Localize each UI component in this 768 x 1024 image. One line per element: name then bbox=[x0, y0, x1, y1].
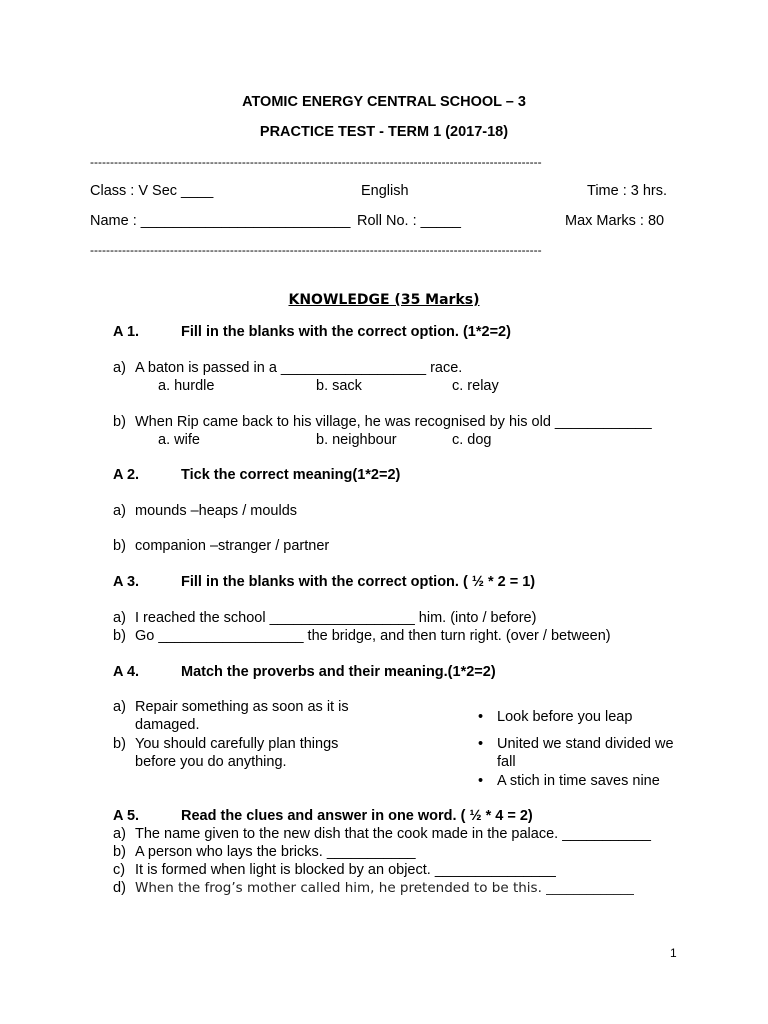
class-field: Class : V Sec ____ bbox=[90, 183, 214, 199]
a5-qa-text: The name given to the new dish that the cook made in the palace. ___________ bbox=[135, 826, 651, 842]
a4-proverb-3: A stich in time saves nine bbox=[497, 773, 660, 789]
a2-qb-label: b) bbox=[113, 538, 126, 554]
a4-qa-line2: damaged. bbox=[135, 717, 200, 733]
page-number: 1 bbox=[670, 946, 677, 960]
a1-qb-label: b) bbox=[113, 414, 126, 430]
a4-qa-label: a) bbox=[113, 699, 126, 715]
a3-qa-text: I reached the school __________________ him. (into / before) bbox=[135, 610, 537, 626]
max-marks-label: Max Marks : 80 bbox=[565, 213, 665, 229]
a2-title: Tick the correct meaning(1*2=2) bbox=[181, 467, 401, 483]
a5-qb-text: A person who lays the bricks. ___________ bbox=[135, 844, 416, 860]
a1-title: Fill in the blanks with the correct option. (1*2=2) bbox=[181, 324, 511, 340]
a2-qa-text: mounds –heaps / moulds bbox=[135, 503, 298, 519]
a1-qb-option-c: c. dog bbox=[452, 432, 492, 448]
a1-qa-label: a) bbox=[113, 360, 126, 376]
bullet-icon: • bbox=[478, 709, 484, 725]
a5-qa-label: a) bbox=[113, 826, 126, 842]
a2-number: A 2. bbox=[113, 467, 140, 483]
a1-qb-option-a: a. wife bbox=[158, 432, 200, 448]
a3-qb-label: b) bbox=[113, 628, 126, 644]
a3-qa-label: a) bbox=[113, 610, 126, 626]
a5-qb-label: b) bbox=[113, 844, 126, 860]
a4-qa-line1: Repair something as soon as it is bbox=[135, 699, 349, 715]
test-title: PRACTICE TEST - TERM 1 (2017-18) bbox=[259, 124, 509, 140]
a1-qa-text: A baton is passed in a __________________ race. bbox=[135, 360, 463, 376]
a5-number: A 5. bbox=[113, 808, 140, 824]
a2-qa-label: a) bbox=[113, 503, 126, 519]
a3-qb-text: Go __________________ the bridge, and then turn right. (over / between) bbox=[135, 628, 611, 644]
a1-qb-option-b: b. neighbour bbox=[316, 432, 397, 448]
a3-title: Fill in the blanks with the correct option. ( ½ * 2 = 1) bbox=[181, 574, 536, 590]
divider-top: ----------------------------------------------------------------------------------------------------------------- bbox=[90, 155, 542, 169]
a3-number: A 3. bbox=[113, 574, 140, 590]
a4-proverb-1: Look before you leap bbox=[497, 709, 633, 725]
a5-qc-text: It is formed when light is blocked by an object. _______________ bbox=[135, 862, 556, 878]
bullet-icon: • bbox=[478, 773, 484, 789]
a5-title: Read the clues and answer in one word. ( ½ * 4 = 2) bbox=[181, 808, 533, 824]
a2-qb-text: companion –stranger / partner bbox=[135, 538, 330, 554]
section-title: KNOWLEDGE (35 Marks) bbox=[288, 292, 480, 308]
a1-qa-option-c: c. relay bbox=[452, 378, 499, 394]
a4-qb-line1: You should carefully plan things bbox=[135, 736, 339, 752]
bullet-icon: • bbox=[478, 736, 484, 752]
a1-number: A 1. bbox=[113, 324, 140, 340]
a4-proverb-2-line2: fall bbox=[497, 754, 516, 770]
name-field: Name : __________________________ bbox=[90, 213, 351, 229]
a5-qc-label: c) bbox=[113, 862, 126, 878]
subject-label: English bbox=[361, 183, 409, 199]
a4-qb-line2: before you do anything. bbox=[135, 754, 287, 770]
a5-qd-text: When the frog’s mother called him, he pretended to be this. _____________ bbox=[135, 880, 634, 896]
a4-number: A 4. bbox=[113, 664, 140, 680]
a4-proverb-2-line1: United we stand divided we bbox=[497, 736, 674, 752]
a5-qd-label: d) bbox=[113, 880, 126, 896]
school-name: ATOMIC ENERGY CENTRAL SCHOOL – 3 bbox=[242, 94, 526, 110]
a4-qb-label: b) bbox=[113, 736, 126, 752]
divider-bottom: ----------------------------------------------------------------------------------------------------------------- bbox=[90, 243, 542, 257]
time-label: Time : 3 hrs. bbox=[587, 183, 668, 199]
a4-title: Match the proverbs and their meaning.(1*2=2) bbox=[181, 664, 496, 680]
a1-qa-option-b: b. sack bbox=[316, 378, 362, 394]
a1-qb-text: When Rip came back to his village, he was recognised by his old ____________ bbox=[135, 414, 652, 430]
a1-qa-option-a: a. hurdle bbox=[158, 378, 215, 394]
roll-field: Roll No. : _____ bbox=[357, 213, 461, 229]
